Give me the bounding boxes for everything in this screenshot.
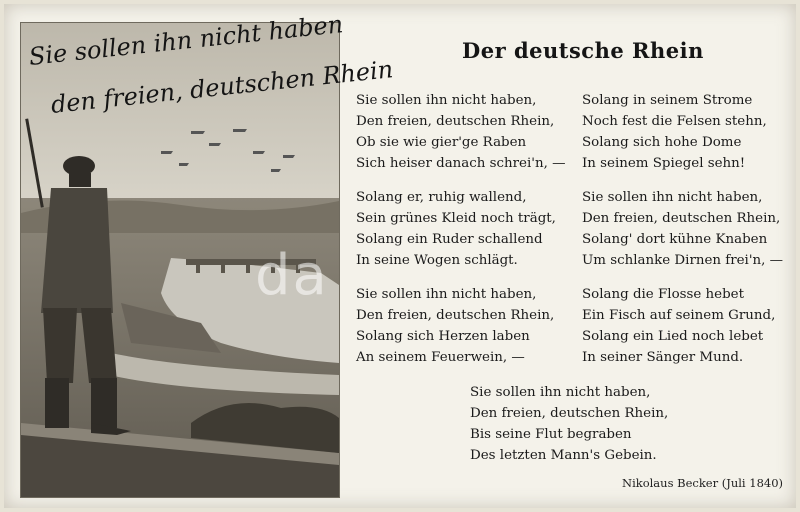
stanza-6	[582, 284, 775, 368]
verse-line: Solang' dort kühne Knaben	[582, 232, 768, 247]
stanza-4	[582, 90, 767, 174]
verse-line: Solang in seinem Strome	[582, 93, 753, 108]
poem-title: Der deutsche Rhein	[462, 38, 704, 63]
watermark: da	[255, 243, 329, 308]
verse-line: Sie sollen ihn nicht haben,	[582, 190, 763, 205]
verse-line: Ein Fisch auf seinem Grund,	[582, 308, 776, 323]
verse-line: Ob sie wie gier'ge Raben	[356, 135, 527, 150]
verse-line: Solang sich Herzen laben	[356, 329, 530, 344]
verse-line: In seinem Spiegel sehn!	[582, 156, 746, 171]
verse-line: Solang sich hohe Dome	[582, 135, 742, 150]
verse-line: Solang ein Ruder schallend	[356, 232, 543, 247]
stanza-1	[356, 90, 565, 174]
verse-line: Sie sollen ihn nicht haben,	[356, 287, 537, 302]
verse-line: Sie sollen ihn nicht haben,	[470, 385, 651, 400]
verse-line: Sich heiser danach schrei'n, —	[356, 156, 566, 171]
photo-caption-line2: den freien, deutschen Rhein	[49, 55, 395, 119]
stanza-7	[470, 382, 668, 466]
verse-line: Solang er, ruhig wallend,	[356, 190, 527, 205]
stanza-2	[356, 187, 556, 271]
verse-line: Des letzten Mann's Gebein.	[470, 448, 657, 463]
verse-line: In seine Wogen schlägt.	[356, 253, 518, 268]
stanza-3	[356, 284, 554, 368]
photo-caption-line1: Sie sollen ihn nicht haben	[27, 10, 345, 71]
verse-line: Solang ein Lied noch lebet	[582, 329, 764, 344]
stanza-5	[582, 187, 783, 271]
verse-line: Um schlanke Dirnen frei'n, —	[582, 253, 784, 268]
verse-line: Den freien, deutschen Rhein,	[582, 211, 781, 226]
postcard	[4, 4, 796, 508]
verse-line: Den freien, deutschen Rhein,	[356, 114, 555, 129]
verse-line: Noch fest die Felsen stehn,	[582, 114, 767, 129]
verse-line: Den freien, deutschen Rhein,	[470, 406, 669, 421]
poem-signature: Nikolaus Becker (Juli 1840)	[622, 476, 784, 490]
photograph-soldier-rhine	[20, 10, 395, 498]
verse-line: In seiner Sänger Mund.	[582, 350, 744, 365]
verse-line: Solang die Flosse hebet	[582, 287, 744, 302]
verse-line: Sie sollen ihn nicht haben,	[356, 93, 537, 108]
verse-line: Bis seine Flut begraben	[470, 427, 632, 442]
verse-line: Sein grünes Kleid noch trägt,	[356, 211, 556, 226]
verse-line: Den freien, deutschen Rhein,	[356, 308, 555, 323]
verse-line: An seinem Feuerwein, —	[356, 350, 525, 365]
